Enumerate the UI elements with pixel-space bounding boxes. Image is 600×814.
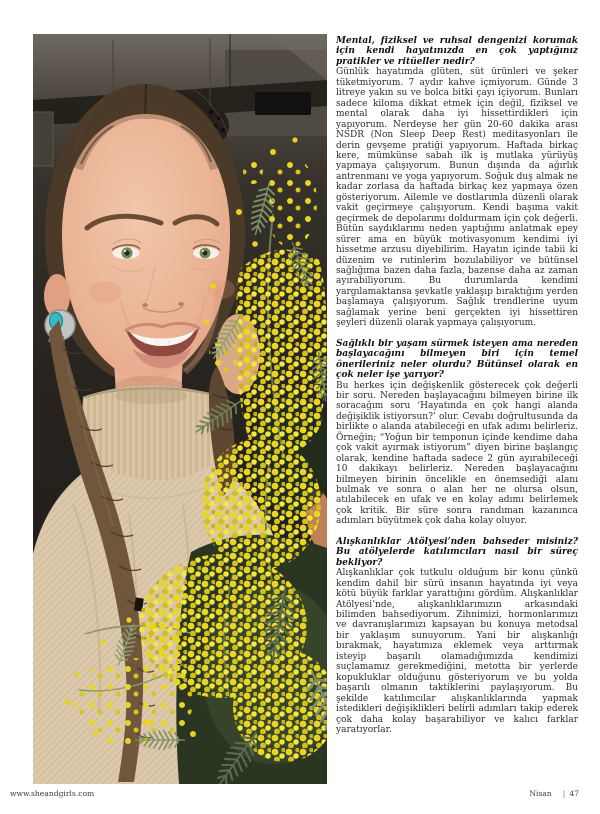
footer-separator: | xyxy=(562,789,566,798)
question-2: Sağlıklı bir yaşam sürmek isteyen ama nereden başlayacağını bilmeyen biri için temel önerileriniz neler olurdu? Bütünsel olarak en çok neler işe yarıyor? xyxy=(336,338,578,381)
footer-folio xyxy=(529,789,579,798)
question-3: Alışkanlıklar Atölyesi’nden bahseder misiniz? Bu atölyelerde katılımcıları nasıl bir süreç bekliyor? xyxy=(336,536,578,568)
article-text-column xyxy=(336,36,578,778)
answer-3: Alışkanlıklar çok tutkulu olduğum bir konu çünkü kendim dahil bir sürü insanın hayatında iyi veya kötü büyük farklar yarattığını gördüm. Alışkanlıklar Atölyesi’nde, alışkanlıklarımızın arkasındaki bilimden bahsediyorum. Zihnimizi, hormonlarımızı ve davranışlarımızı kapsayan bu konuya metodsal bir yaklaşım sunuyorum. Yani bir alışkanlığı bırakmak, hayatımıza eklemek veya arttırmak isteyip başarılı olamadığımızda kendimizi suçlamamız gerekmediğini, metotta bir yerlerde kopukluklar olduğunu gösteriyorum ve bu yolda başarılı olmanın taktiklerini paylaşıyorum. Bu şekilde katılımcılar alışkanlıklarında yapmak istedikleri değişiklikleri belirli adımları takip ederek çok daha kolay başarabiliyor ve kalıcı farklar yaratıyorlar. xyxy=(336,568,578,735)
answer-2: Bu herkes için değişkenlik gösterecek çok değerli bir soru. Nereden başlayacağını bilmeyen birine ilk soracağım soru ‘Hayatında en çok hangi alanda değişiklik istiyorsun?’ olur. Cevabı doğrultusunda da birlikte o alanda atabileceği en ufak adımı belirleriz. Örneğin; “Yoğun bir temponun içinde kendime daha çok vakit ayırmak istiyorum” diyen birine başlangıç olarak, kendine haftada sadece 2 gün ayırabileceği 10 dakikayı belirleriz. Nereden başlayacağını bilmeyen birinin öncelikle en önemsediği alanı bulmak ve sonra o alan her ne olursa olsun, atılabilecek en ufak ve en kolay adımı belirlemek çok kritik. Bir süre sonra randıman kazanınca adımları büyütmek çok daha kolay oluyor. xyxy=(336,380,578,527)
answer-1: Günlük hayatımda glüten, süt ürünleri ve şeker tüketmiyorum. 7 aydır kahve içmiyorum. Günde 3 litreye yakın su ve bolca bitki çayı içiyorum. Bunları sadece kiloma dikkat etmek için değil, fiziksel ve mental olarak daha iyi hissettirdikleri için yapıyorum. Nerdeyse her gün 20-60 dakika arası NSDR (Non Sleep Deep Rest) meditasyonları ile derin gevşeme pratiği yapıyorum. Haftada birkaç kere, mümkünse sabah ilk iş mutlaka yürüyüş yapmaya çalışıyorum. Bunun dışında da ağırlık antrenmanı ve yoga yapıyorum. Soğuk duş almak ne kadar zorlasa da haftada birkaç kez yapmaya özen gösteriyorum. Ailemle ve dostlarımla düzenli olarak vakit geçirmeye çalışıyorum. Kendi başıma vakit geçirmek de depolarımı doldurmam için çok değerli. Bütün saydıklarımı neden yaptığımı anlatmak epey sürer ama en büyük motivasyonum kendimi iyi hissetme arzusu diyebilirim. Hayatın içinde tabii ki düzenim ve rutinlerim bozulabiliyor ve bütünsel sağlığıma bazen daha fazla, bazense daha az zaman ayırabiliyorum. Bu durumlarda kendimi yargılamaktansa şevkatle yaklaşıp bıraktığım yerden başlamaya çalışıyorum. Sağlık trendlerine uyum sağlamak yerine beni gerçekten iyi hissettiren şeyleri düzenli olarak yapmaya çalışıyorum. xyxy=(336,67,578,329)
page-footer xyxy=(10,789,579,798)
footer-month: Nisan xyxy=(529,789,552,798)
portrait-photo xyxy=(33,34,327,784)
footer-website: www.sheandgirls.com xyxy=(10,789,95,798)
footer-page-number: 47 xyxy=(569,789,579,798)
question-1: Mental, fiziksel ve ruhsal dengenizi korumak için kendi hayatınızda en çok yaptığınız pratikler ve ritüeller nedir? xyxy=(336,36,578,67)
portrait-photo-illustration xyxy=(33,34,327,784)
